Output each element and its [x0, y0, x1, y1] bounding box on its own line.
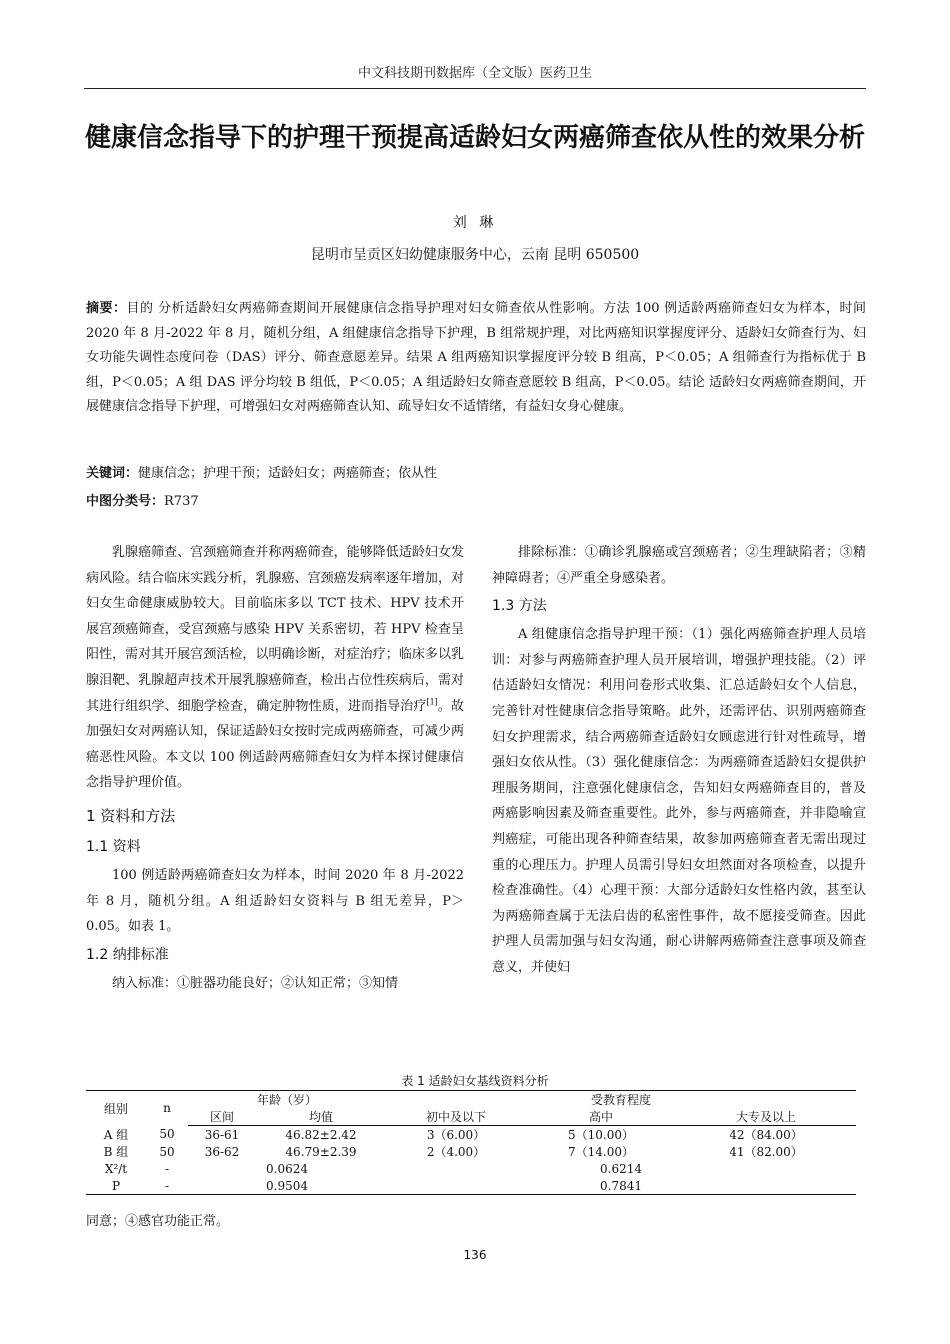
intro-paragraph	[86, 540, 464, 796]
author: 刘 琳	[452, 215, 498, 231]
cell-n: -	[164, 1161, 170, 1176]
header-education: 受教育程度	[386, 1091, 856, 1109]
header-junior: 初中及以下	[386, 1108, 526, 1126]
baseline-table	[86, 1090, 856, 1195]
abstract	[86, 297, 866, 420]
cell-highschool: 5（10.00）	[568, 1128, 634, 1142]
cell-stat-label: X²/t	[104, 1161, 128, 1176]
keywords-text: 健康信念；护理干预；适龄妇女；两癌筛查；依从性	[138, 466, 438, 481]
left-column	[86, 540, 464, 996]
cell-n: 50	[159, 1144, 175, 1159]
subsection-heading: 1.1 资料	[86, 838, 141, 855]
cell-edu-stat: 0.6214	[600, 1161, 642, 1176]
cell-college: 41（82.00）	[729, 1145, 803, 1159]
header-mean: 均值	[256, 1108, 386, 1126]
cell-stat-label: P	[86, 1177, 146, 1195]
cell-range: 36-62	[204, 1144, 240, 1159]
subsection-heading: 1.3 方法	[492, 598, 547, 615]
intro-text-2: 。故加强妇女对两癌认知，保证适龄妇女按时完成两癌筛查，可减少两癌恶性风险。本文以 100 例适龄两癌筛查妇女为样本探讨健康信念指导护理价值。	[86, 698, 464, 791]
header-range: 区间	[188, 1108, 256, 1126]
table-row	[86, 1143, 856, 1160]
header-age: 年龄（岁）	[188, 1091, 386, 1109]
page-number: 136	[463, 1248, 487, 1262]
header-college: 大专及以上	[676, 1108, 856, 1126]
classification	[86, 490, 866, 509]
cell-group: A 组	[103, 1127, 129, 1142]
cell-mean: 46.79±2.39	[285, 1144, 357, 1159]
header-rule	[84, 88, 866, 89]
header-highschool: 高中	[526, 1108, 676, 1126]
materials-paragraph: 100 例适龄两癌筛查妇女为样本，时间 2020 年 8 月-2022 年 8 月，随机分组。A 组适龄妇女资料与 B 组无差异，P＞0.05。如表 1。	[86, 867, 464, 935]
header-group: 组别	[86, 1091, 146, 1126]
cell-group: B 组	[103, 1145, 129, 1159]
cell-highschool: 7（14.00）	[568, 1145, 634, 1159]
cell-junior: 2（4.00）	[426, 1145, 486, 1159]
cell-n: 50	[159, 1127, 175, 1142]
cell-junior: 3（6.00）	[426, 1128, 486, 1142]
intro-text-1: 乳腺癌筛查、宫颈癌筛查并称两癌筛查，能够降低适龄妇女发病风险。结合临床实践分析，乳腺癌、宫颈癌发病率逐年增加，对妇女生命健康威胁较大。目前临床多以 TCT 技术、HPV 技术开展宫颈癌筛查，受宫颈癌与感染 HPV 关系密切，若 HPV 检查呈阳性，需对其开展宫颈活检，以明确诊断，对症治疗；临床多以乳腺泪靶、乳腺超声技术开展乳腺癌筛查，检出占位性疾病后，需对其进行组织学、细胞学检查，确定肿物性质，进而指导治疗	[86, 545, 464, 714]
table-row	[86, 1177, 856, 1195]
abstract-text: 目的 分析适龄妇女两癌筛查期间开展健康信念指导护理对妇女筛查依从性影响。方法 100 例适龄两癌筛查妇女为样本，时间 2020 年 8 月-2022 年 8 月，随机分组，A 组健康信念指导下护理，B 组常规护理，对比两癌知识掌握度评分、适龄妇女筛查行为、妇女功能失调性态度问卷（DAS）评分、筛查意愿差异。结果 A 组两癌知识掌握度评分较 B 组高，P＜0.05；A 组筛查行为指标优于 B 组，P＜0.05；A 组 DAS 评分均较 B 组低，P＜0.05；A 组适龄妇女筛查意愿较 B 组高，P＜0.05。结论 适龄妇女两癌筛查期间，开展健康信念指导下护理，可增强妇女对两癌筛查认知、疏导妇女不适情绪，有益妇女身心健康。	[86, 301, 866, 414]
keywords	[86, 462, 866, 481]
paper-title: 健康信念指导下的护理干预提高适龄妇女两癌筛查依从性的效果分析	[84, 123, 865, 153]
right-column	[492, 540, 866, 981]
journal-header: 中文科技期刊数据库（全文版）医药卫生	[357, 66, 592, 81]
cell-age-stat: 0.9504	[188, 1177, 386, 1195]
affiliation: 昆明市呈贡区妇幼健康服务中心，云南 昆明 650500	[310, 247, 640, 263]
cell-edu-stat: 0.7841	[386, 1177, 856, 1195]
subsection-heading: 1.2 纳排标准	[86, 946, 169, 963]
clc-label: 中图分类号：	[86, 494, 165, 509]
table-title: 表 1 适龄妇女基线资料分析	[401, 1074, 549, 1088]
continued-text: 同意；④感官功能正常。	[86, 1214, 230, 1229]
abstract-label: 摘要：	[86, 301, 127, 316]
clc-text: R737	[164, 494, 199, 509]
cell-n: -	[146, 1177, 188, 1195]
methods-paragraph: A 组健康信念指导护理干预：（1）强化两癌筛查护理人员培训：对参与两癌筛查护理人员开展培训，增强护理技能。（2）评估适龄妇女情况：利用问卷形式收集、汇总适龄妇女个人信息，完善针对性健康信念指导策略。此外，还需评估、识别两癌筛查妇女护理需求，结合两癌筛查适龄妇女顾虑进行针对性疏导，增强妇女依从性。（3）强化健康信念：为两癌筛查适龄妇女提供护理服务期间，注意强化健康信念，告知妇女两癌筛查目的，普及两癌影响因素及筛查重要性。此外，参与两癌筛查，并非隐喻宣判癌症，可能出现各种筛查结果，故参加两癌筛查者无需出现过重的心理压力。护理人员需引导妇女坦然面对各项检查，以提升检查准确性。（4）心理干预：大部分适龄妇女性格内敛，甚至认为两癌筛查属于无法启齿的私密性事件，故不愿接受筛查。因此护理人员需加强与妇女沟通，耐心讲解两癌筛查注意事项及筛查意义，并使妇	[492, 627, 866, 975]
header-n: n	[146, 1091, 188, 1126]
citation: [1]	[426, 697, 438, 707]
cell-age-stat: 0.0624	[266, 1161, 308, 1176]
keywords-label: 关键词：	[86, 466, 139, 481]
criteria-paragraph: 纳入标准：①脏器功能良好；②认知正常；③知情	[112, 975, 399, 991]
exclusion-paragraph: 排除标准：①确诊乳腺癌或宫颈癌者；②生理缺陷者；③精神障碍者；④严重全身感染者。	[492, 545, 866, 586]
cell-college: 42（84.00）	[729, 1128, 803, 1142]
cell-mean: 46.82±2.42	[285, 1127, 357, 1142]
section-heading: 1 资料和方法	[86, 806, 176, 825]
table-row	[86, 1160, 856, 1177]
table-row	[86, 1126, 856, 1144]
cell-range: 36-61	[204, 1127, 240, 1142]
